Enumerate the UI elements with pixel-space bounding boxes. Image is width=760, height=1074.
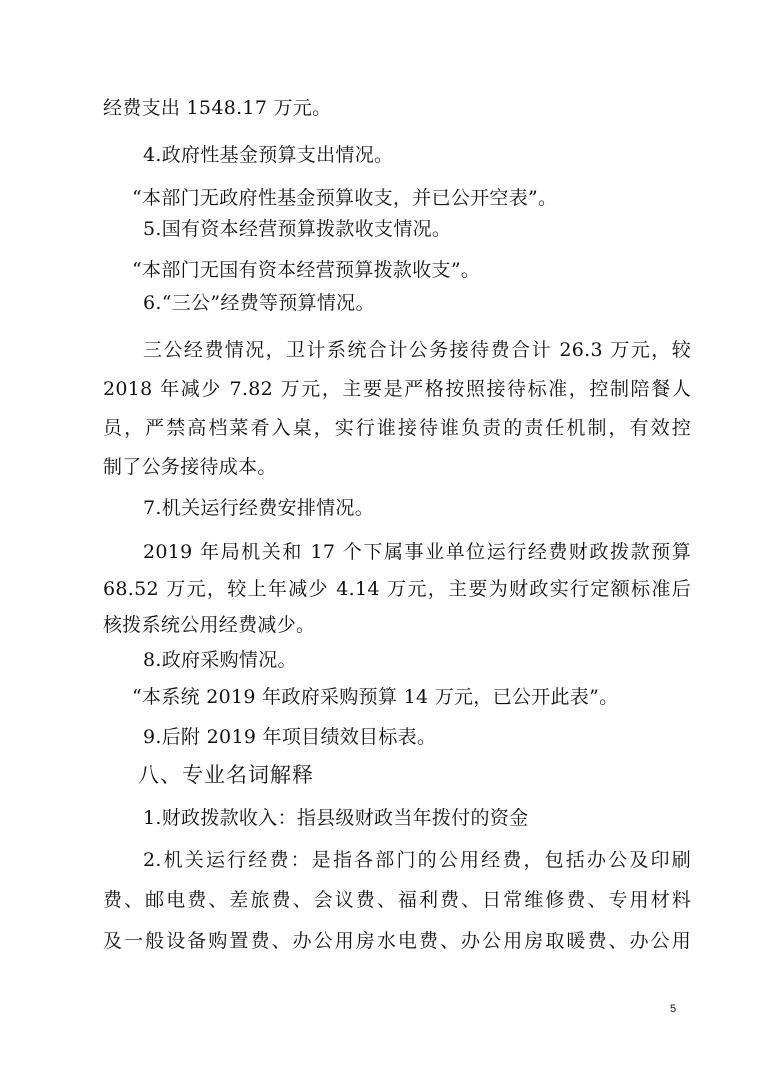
section-heading: 八、专业名词解释 [138,763,314,787]
text-line: “本部门无政府性基金预算收支，并已公开空表”。 [132,187,558,209]
text-line: 核拨系统公用经费减少。 [103,614,316,636]
text-line: 2.机关运行经费：是指各部门的公用经费，包括办公及印刷 [143,849,691,871]
text-line: 68.52 万元，较上年减少 4.14 万元，主要为财政实行定额标准后 [103,578,691,600]
text-line: 7.机关运行经费安排情况。 [143,497,375,519]
text-line: 8.政府采购情况。 [143,649,297,671]
text-line: 制了公务接待成本。 [103,456,277,478]
text-line: 1.财政拨款收入：指县级财政当年拨付的资金 [143,807,529,829]
page-number: 5 [670,1003,677,1015]
text-line: 5.国有资本经营预算拨款收支情况。 [143,218,452,240]
text-line: 4.政府性基金预算支出情况。 [143,144,394,166]
text-line: 及一般设备购置费、办公用房水电费、办公用房取暖费、办公用 [103,930,691,952]
text-line: 员，严禁高档菜肴入桌，实行谁接待谁负责的责任机制，有效控 [103,417,691,439]
text-line: 6.“三公”经费等预算情况。 [143,292,375,314]
text-line: 三公经费情况，卫计系统合计公务接待费合计 26.3 万元，较 [143,339,691,361]
text-line: 费、邮电费、差旅费、会议费、福利费、日常维修费、专用材料 [103,889,691,911]
text-line: “本部门无国有资本经营预算拨款收支”。 [132,259,481,281]
text-line: “本系统 2019 年政府采购预算 14 万元，已公开此表”。 [132,686,619,708]
text-line: 2018 年减少 7.82 万元，主要是严格按照接待标准，控制陪餐人 [103,378,691,400]
text-line: 经费支出 1548.17 万元。 [103,97,332,119]
text-line: 9.后附 2019 年项目绩效目标表。 [143,726,437,748]
text-line: 2019 年局机关和 17 个下属事业单位运行经费财政拨款预算 [143,541,691,563]
